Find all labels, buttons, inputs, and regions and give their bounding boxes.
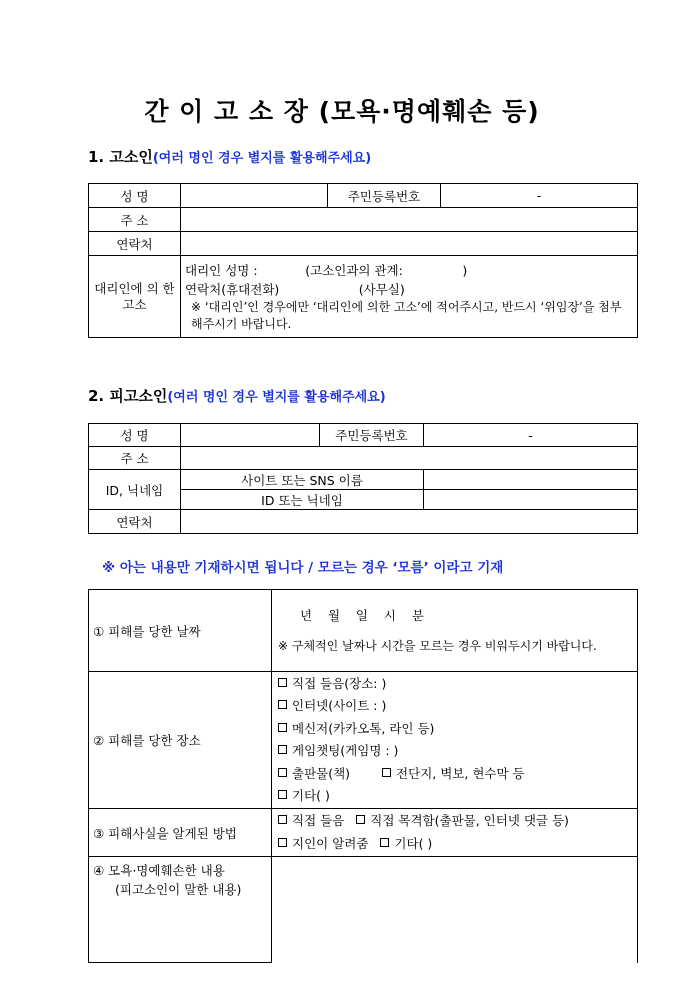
details-table [88,589,638,963]
complainant-rrn-label: 주민등록번호 [328,184,441,208]
place-option-other[interactable] [278,785,631,808]
place-option-label: 출판물(책) [292,765,351,781]
checkbox-icon[interactable] [278,768,287,777]
place-option-direct[interactable] [278,673,631,696]
accused-contact-field[interactable] [181,510,638,534]
site-field[interactable] [424,470,638,490]
content-label-line1: ④ 모욕·명예훼손한 내용 [93,863,225,878]
complainant-table [88,183,638,338]
accused-address-label: 주 소 [89,447,181,470]
date-label: ① 피해를 당한 날짜 [89,590,272,672]
method-option-label: 직접 목격함(출판물, 인터넷 댓글 등) [370,813,569,828]
date-units: 년 월 일 시 분 [300,608,424,623]
accused-heading [88,385,386,406]
complainant-heading [88,146,371,167]
page-title: 간 이 고 소 장 (모욕·명예훼손 등) [144,97,540,126]
checkbox-icon[interactable] [278,723,287,732]
checkbox-icon[interactable] [380,838,389,847]
place-option-flyer[interactable] [382,766,525,781]
checkbox-icon[interactable] [356,815,365,824]
complainant-name-label: 성 명 [89,184,181,208]
method-options [272,809,638,857]
content-field[interactable] [272,857,638,963]
accused-name-label: 성 명 [89,424,181,447]
method-option-label: 기타( ) [394,835,433,851]
checkbox-icon[interactable] [278,700,287,709]
accused-heading-num: 2. 피고소인 [88,387,168,405]
complainant-rrn-field[interactable]: - [441,184,638,208]
notice-text: ※ 아는 내용만 기재하시면 됩니다 / 모르는 경우 ‘모름’ 이라고 기재 [102,560,504,576]
accused-rrn-label: 주민등록번호 [320,424,424,447]
checkbox-icon[interactable] [278,678,287,687]
place-option-print-row [278,763,631,786]
checkbox-icon[interactable] [278,745,287,754]
place-option-internet[interactable] [278,695,631,718]
agent-phone-line: 연락처(휴대전화) (사무실) [185,281,405,297]
date-note: ※ 구체적인 날짜나 시간을 모르는 경우 비워두시기 바랍니다. [278,639,597,653]
complainant-address-label: 주 소 [89,208,181,232]
complainant-heading-note: (여러 명인 경우 별지를 활용해주세요) [152,151,372,166]
content-label [89,857,272,963]
checkbox-icon[interactable] [382,768,391,777]
checkbox-icon[interactable] [278,815,287,824]
complainant-name-field[interactable] [181,184,328,208]
method-option-witnessed[interactable] [356,813,569,828]
method-row-2 [278,833,631,856]
accused-rrn-field[interactable]: - [424,424,638,447]
method-option-heard[interactable] [278,813,344,828]
agent-name-line: 대리인 성명 : (고소인과의 관계: ) [185,262,468,278]
accused-contact-label: 연락처 [89,510,181,534]
place-option-label: 게임챗팅(게임명 : ) [292,743,399,758]
agent-field[interactable] [181,256,638,338]
nickname-label: ID 또는 닉네임 [181,490,424,510]
agent-label: 대리인에 의 한 고소 [89,256,181,338]
place-option-messenger[interactable] [278,718,631,741]
place-options [272,672,638,809]
place-option-label: 메신저(카카오톡, 라인 등) [292,720,435,736]
checkbox-icon[interactable] [278,838,287,847]
nickname-field[interactable] [424,490,638,510]
complainant-contact-label: 연락처 [89,232,181,256]
method-option-label: 직접 들음 [292,813,345,828]
method-row-1 [278,810,631,833]
place-option-label: 기타( ) [292,788,330,803]
checkbox-icon[interactable] [278,790,287,799]
date-field[interactable] [272,590,638,672]
agent-note: ※ ‘대리인’인 경우에만 ‘대리인에 의한 고소’에 적어주시고, 반드시 ‘위임장’을 첨부해주시기 바랍니다. [191,299,622,331]
place-option-label: 직접 들음(장소: ) [292,675,387,691]
complainant-contact-field[interactable] [181,232,638,256]
accused-address-field[interactable] [181,447,638,470]
place-option-label: 인터넷(사이트 : ) [292,698,387,713]
method-option-label: 지인이 알려줌 [292,835,369,851]
content-label-line2: (피고소인이 말한 내용) [115,882,242,897]
place-option-label: 전단지, 벽보, 현수막 등 [396,765,525,781]
place-option-game[interactable] [278,740,631,763]
method-option-other[interactable] [380,836,432,851]
accused-table [88,423,638,534]
place-option-print[interactable] [278,766,350,781]
complainant-heading-num: 1. 고소인 [88,148,153,166]
accused-id-label: ID, 닉네임 [89,470,181,510]
place-label: ② 피해를 당한 장소 [89,672,272,809]
complainant-address-field[interactable] [181,208,638,232]
site-label: 사이트 또는 SNS 이름 [181,470,424,490]
accused-heading-note: (여러 명인 경우 별지를 활용해주세요) [167,390,386,405]
method-option-acquaintance[interactable] [278,836,368,851]
accused-name-field[interactable] [181,424,320,447]
method-label: ③ 피해사실을 알게된 방법 [89,809,272,857]
